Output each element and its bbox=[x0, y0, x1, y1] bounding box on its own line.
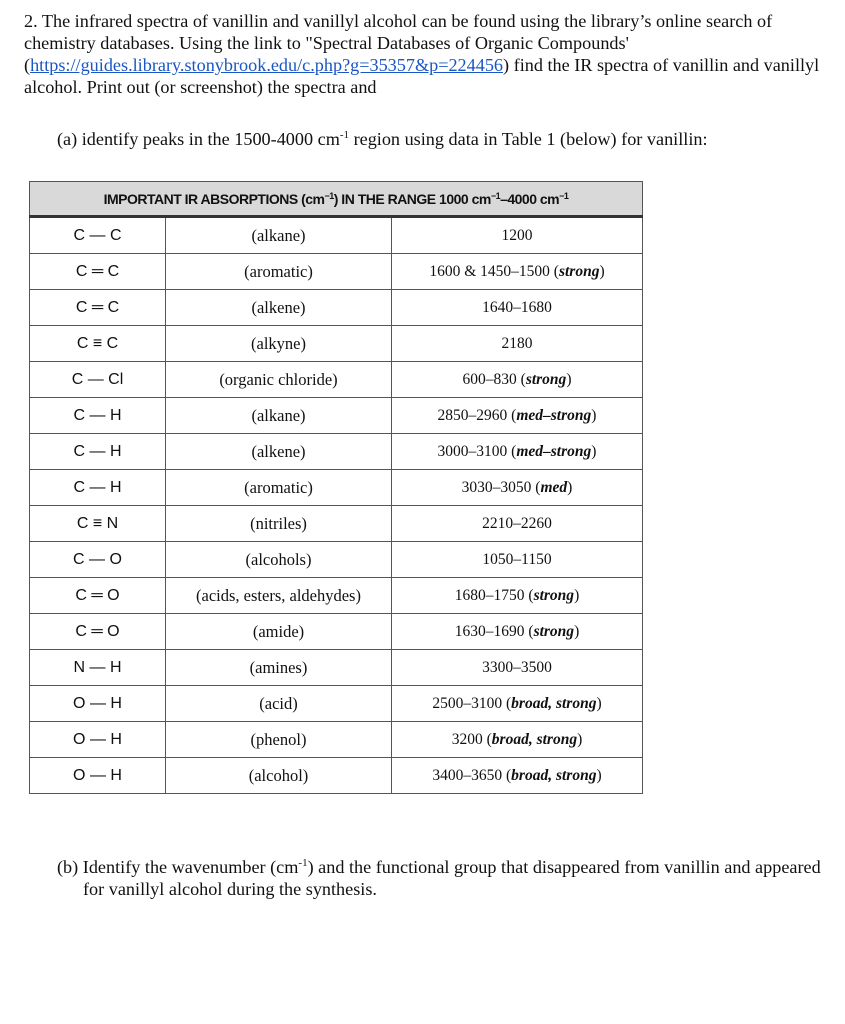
wavenumber-range: 3200 bbox=[451, 730, 483, 748]
bond-cell: O — H bbox=[30, 758, 166, 794]
wavenumber-cell: 3030–3050 (med) bbox=[392, 470, 643, 506]
wavenumber-range: 3300–3500 bbox=[482, 658, 552, 676]
table-row bbox=[30, 542, 643, 578]
wavenumber-cell: 3200 (broad, strong) bbox=[392, 722, 643, 758]
compound-type-cell: (alcohol) bbox=[166, 758, 392, 794]
wavenumber-range: 1680–1750 bbox=[454, 586, 525, 604]
wavenumber-range: 3400–3650 bbox=[432, 766, 503, 784]
link-paren: ( bbox=[24, 55, 31, 75]
table-row bbox=[30, 686, 643, 722]
ir-absorption-table bbox=[29, 181, 643, 794]
question-number: 2. bbox=[24, 11, 38, 31]
question-intro: The infrared spectra of vanillin and vanillyl alcohol can be found using the library’s online search of chemistry databases. Using the link to "Spectral Databases of Organic Compounds' bbox=[24, 11, 773, 53]
table-row bbox=[30, 758, 643, 794]
bond-cell: C ═ C bbox=[30, 254, 166, 290]
bond-cell: C — C bbox=[30, 217, 166, 254]
question-instruction: ) find the IR spectra of vanillin and vanillyl alcohol. Print out (or screenshot) the spectra and bbox=[24, 55, 820, 97]
bond-cell: C ═ O bbox=[30, 614, 166, 650]
part-a-exponent: -1 bbox=[339, 129, 350, 141]
part-b-text-end: ) and the functional group that disappeared from vanillin and appeared for vanillyl alcohol during the synthesis. bbox=[83, 857, 821, 899]
bond-cell: C ═ C bbox=[30, 290, 166, 326]
bond-cell: C — H bbox=[30, 434, 166, 470]
part-a-text: identify peaks in the 1500-4000 cm bbox=[81, 129, 340, 149]
compound-type-cell: (organic chloride) bbox=[166, 362, 392, 398]
compound-type-cell: (alcohols) bbox=[166, 542, 392, 578]
absorption-strength: med–strong bbox=[516, 442, 592, 460]
compound-type-cell: (amide) bbox=[166, 614, 392, 650]
bond-cell: N — H bbox=[30, 650, 166, 686]
table-title: IMPORTANT IR ABSORPTIONS $(cm^{-1})$ IN THE RANGE 1000 $cm^{-1}-4000$ $cm^{-1}$ bbox=[30, 182, 643, 217]
compound-type-cell: (amines) bbox=[166, 650, 392, 686]
bond-cell: C — O bbox=[30, 542, 166, 578]
wavenumber-cell: 2500–3100 (broad, strong) bbox=[392, 686, 643, 722]
wavenumber-range: 2210–2260 bbox=[482, 514, 552, 532]
absorption-strength: broad, strong bbox=[511, 694, 597, 712]
absorption-strength: strong bbox=[533, 622, 575, 640]
wavenumber-cell: 1680–1750 (strong) bbox=[392, 578, 643, 614]
wavenumber-cell: 600–830 (strong) bbox=[392, 362, 643, 398]
part-b-prompt bbox=[57, 856, 827, 900]
compound-type-cell: (aromatic) bbox=[166, 254, 392, 290]
part-a-prompt bbox=[57, 128, 827, 150]
table-row bbox=[30, 650, 643, 686]
compound-type-cell: (aromatic) bbox=[166, 470, 392, 506]
part-b-label: (b) bbox=[57, 857, 79, 877]
table-row bbox=[30, 578, 643, 614]
wavenumber-cell: 2850–2960 (med–strong) bbox=[392, 398, 643, 434]
absorption-strength: strong bbox=[533, 586, 575, 604]
bond-cell: O — H bbox=[30, 722, 166, 758]
wavenumber-cell bbox=[392, 506, 643, 542]
wavenumber-range: 1630–1690 bbox=[454, 622, 525, 640]
compound-type-cell: (alkene) bbox=[166, 434, 392, 470]
table-row bbox=[30, 614, 643, 650]
table-row bbox=[30, 254, 643, 290]
compound-type-cell: (alkyne) bbox=[166, 326, 392, 362]
compound-type-cell: (phenol) bbox=[166, 722, 392, 758]
absorption-strength: broad, strong bbox=[511, 766, 597, 784]
wavenumber-range: 3030–3050 bbox=[461, 478, 532, 496]
table-body bbox=[30, 217, 643, 794]
table-row bbox=[30, 326, 643, 362]
wavenumber-cell: 3000–3100 (med–strong) bbox=[392, 434, 643, 470]
bond-cell: C — H bbox=[30, 470, 166, 506]
absorption-strength: strong bbox=[525, 370, 567, 388]
bond-cell: C — H bbox=[30, 398, 166, 434]
wavenumber-range: 1050–1150 bbox=[482, 550, 552, 568]
wavenumber-range: 3000–3100 bbox=[437, 442, 508, 460]
table-row bbox=[30, 434, 643, 470]
wavenumber-cell: 1600 & 1450–1500 (strong) bbox=[392, 254, 643, 290]
compound-type-cell: (alkane) bbox=[166, 398, 392, 434]
wavenumber-cell bbox=[392, 542, 643, 578]
wavenumber-range: 1600 & 1450–1500 bbox=[429, 262, 550, 280]
table-row bbox=[30, 470, 643, 506]
question-text bbox=[24, 10, 824, 98]
part-a-text-end: region using data in Table 1 (below) for vanillin: bbox=[349, 129, 708, 149]
table-row bbox=[30, 290, 643, 326]
wavenumber-range: 2180 bbox=[501, 334, 533, 352]
table-row bbox=[30, 362, 643, 398]
table-row bbox=[30, 217, 643, 254]
wavenumber-range: 1200 bbox=[501, 226, 533, 244]
compound-type-cell: (acid) bbox=[166, 686, 392, 722]
compound-type-cell: (alkane) bbox=[166, 217, 392, 254]
compound-type-cell: (alkene) bbox=[166, 290, 392, 326]
bond-cell: C ≡ C bbox=[30, 326, 166, 362]
wavenumber-range: 2850–2960 bbox=[437, 406, 508, 424]
absorption-strength: strong bbox=[558, 262, 600, 280]
part-a-label: (a) bbox=[57, 129, 78, 149]
wavenumber-cell bbox=[392, 290, 643, 326]
part-b-text: Identify the wavenumber (cm bbox=[82, 857, 299, 877]
bond-cell: C ═ O bbox=[30, 578, 166, 614]
spectral-databases-link[interactable]: https://guides.library.stonybrook.edu/c.php?g=35357&p=224456 bbox=[30, 55, 504, 75]
table-row bbox=[30, 398, 643, 434]
absorption-strength: broad, strong bbox=[491, 730, 578, 748]
wavenumber-range: 2500–3100 bbox=[432, 694, 503, 712]
compound-type-cell: (nitriles) bbox=[166, 506, 392, 542]
wavenumber-cell bbox=[392, 217, 643, 254]
compound-type-cell: (acids, esters, aldehydes) bbox=[166, 578, 392, 614]
table-row bbox=[30, 722, 643, 758]
bond-cell: C — Cl bbox=[30, 362, 166, 398]
part-b-exponent: -1 bbox=[298, 857, 308, 869]
wavenumber-cell: 1630–1690 (strong) bbox=[392, 614, 643, 650]
wavenumber-range: 600–830 bbox=[462, 370, 517, 388]
bond-cell: O — H bbox=[30, 686, 166, 722]
wavenumber-range: 1640–1680 bbox=[482, 298, 552, 316]
table-row bbox=[30, 506, 643, 542]
absorption-strength: med–strong bbox=[516, 406, 592, 424]
bond-cell: C ≡ N bbox=[30, 506, 166, 542]
wavenumber-cell bbox=[392, 650, 643, 686]
wavenumber-cell bbox=[392, 326, 643, 362]
wavenumber-cell: 3400–3650 (broad, strong) bbox=[392, 758, 643, 794]
absorption-strength: med bbox=[540, 478, 568, 496]
